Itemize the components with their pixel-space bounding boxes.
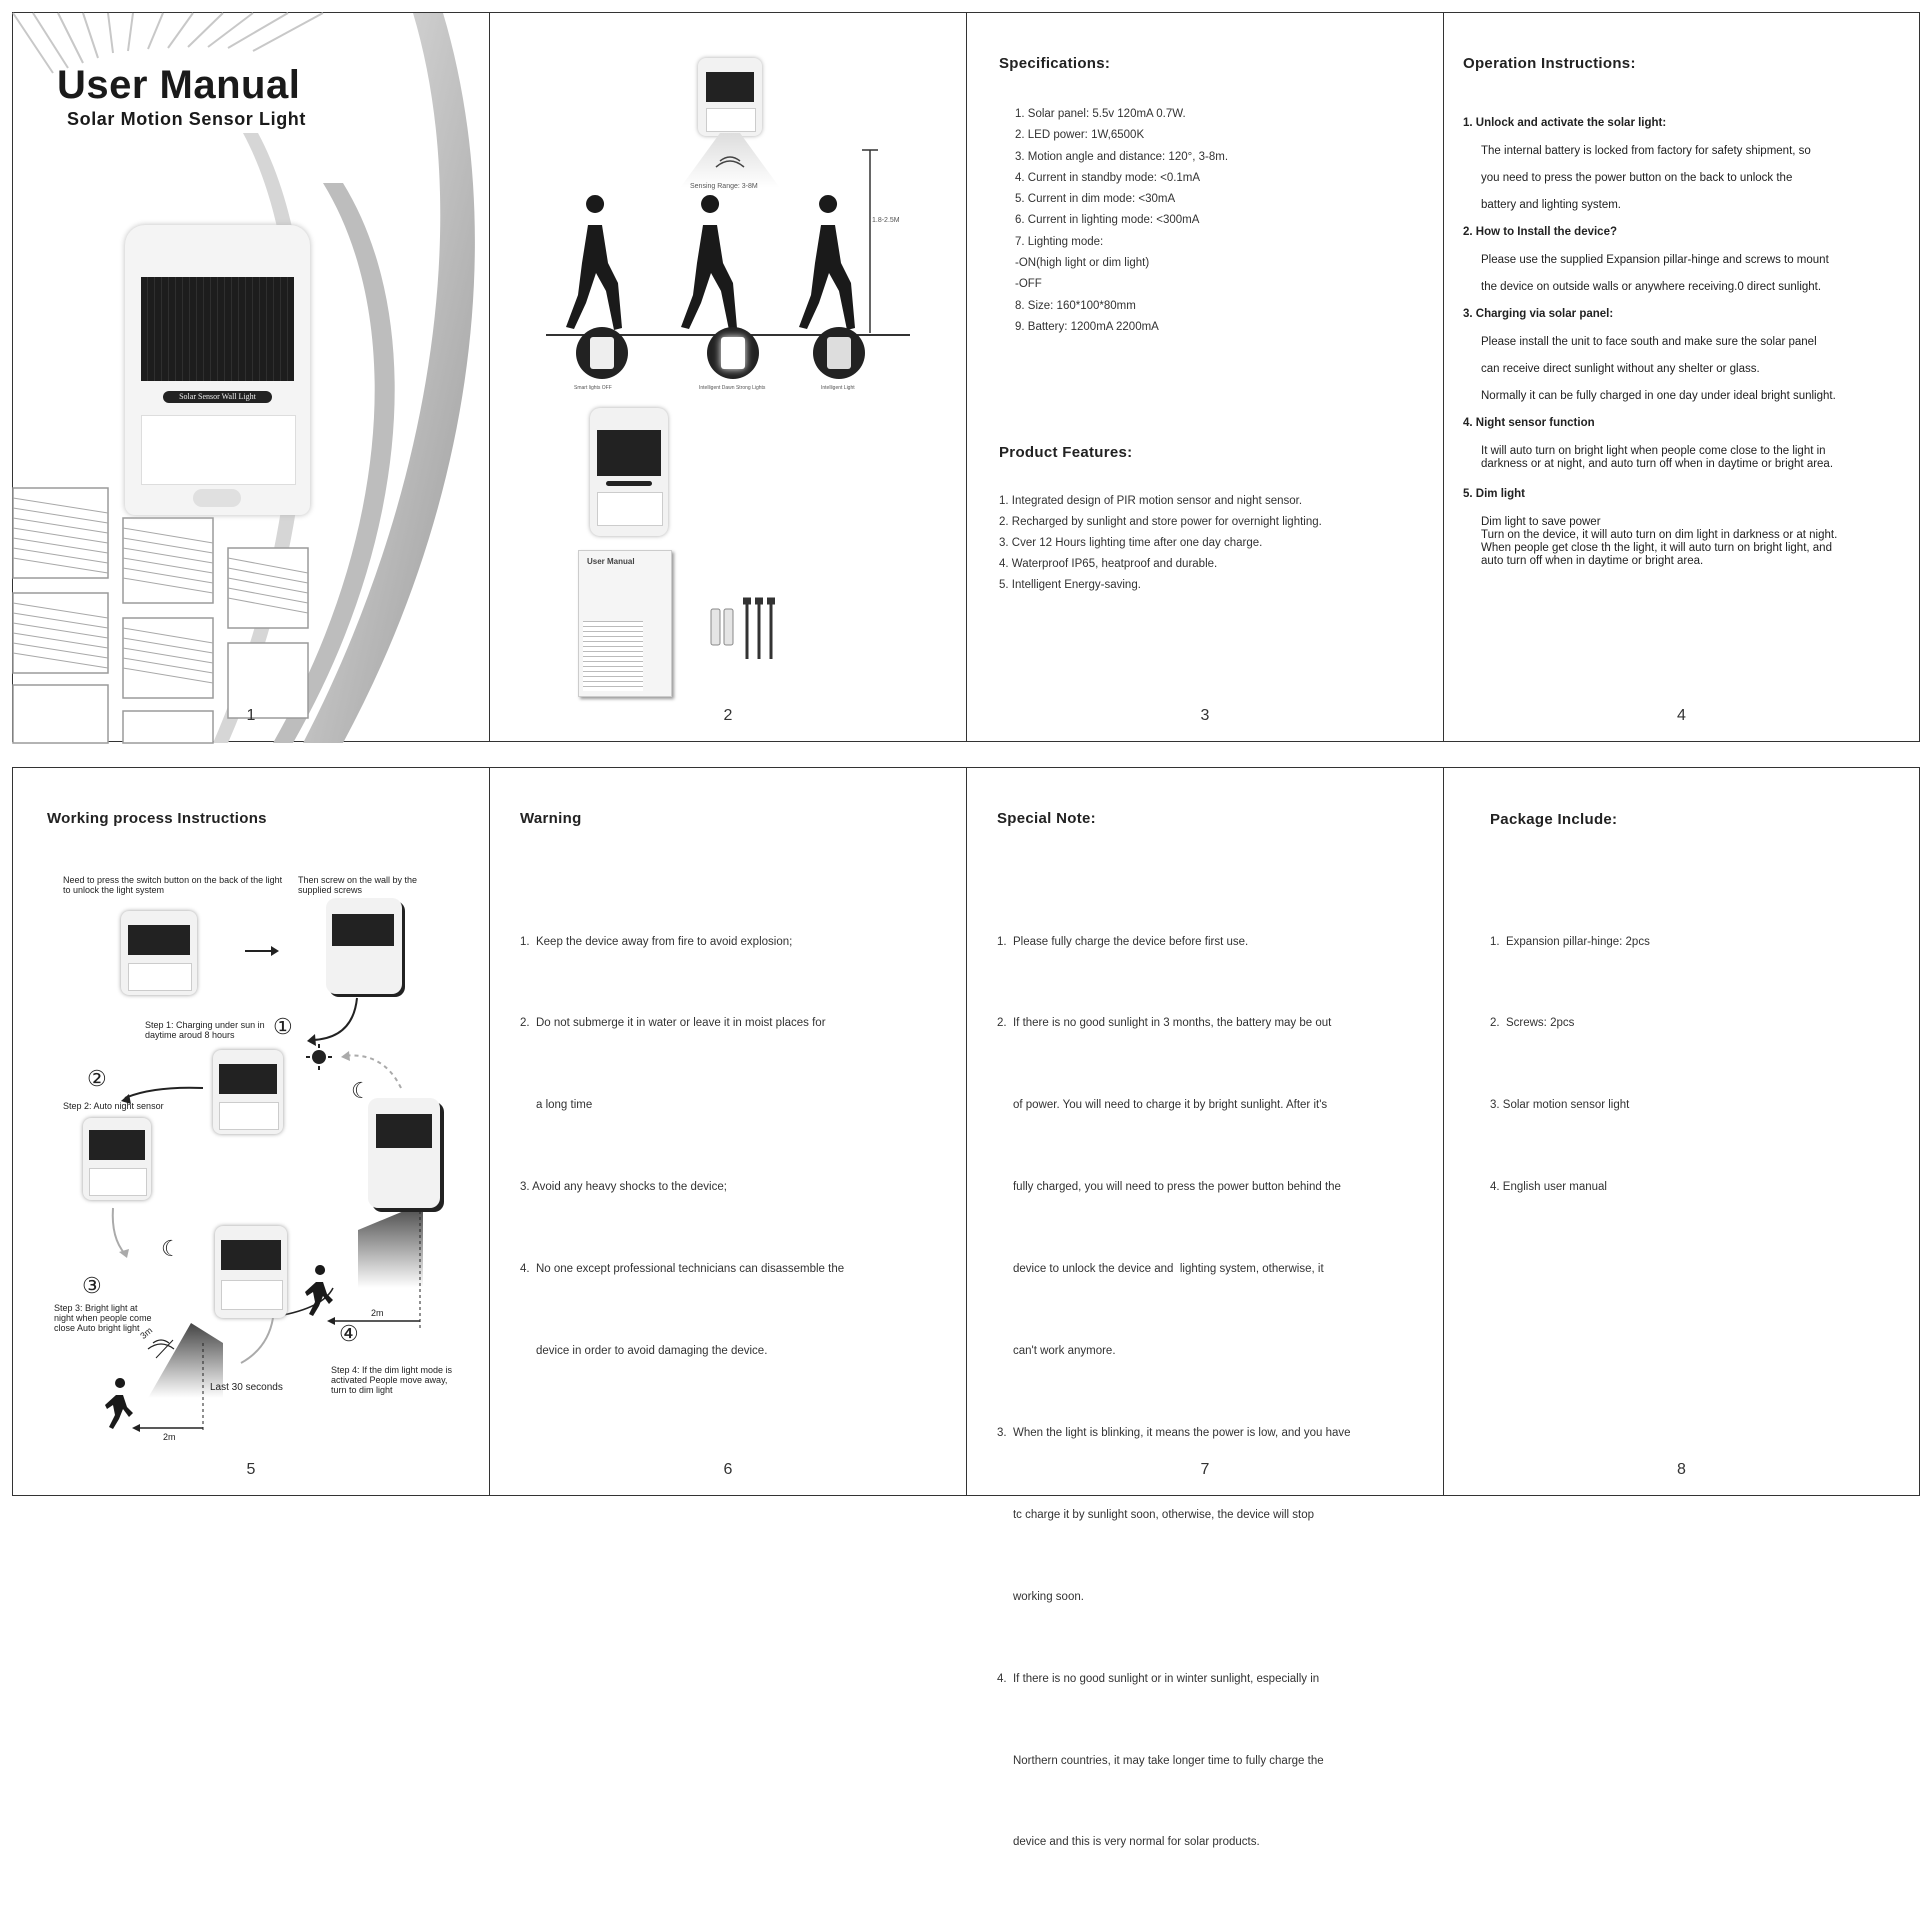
package-line: 4. English user manual xyxy=(1490,1181,1607,1194)
mode-icon-dawn xyxy=(707,327,759,379)
person-1 xyxy=(566,195,622,330)
step-4-number: ④ xyxy=(339,1321,359,1346)
op-item-body: Turn on the device, it will auto turn on dim light in darkness or at night. xyxy=(1481,529,1838,541)
warning-line: 3. Avoid any heavy shocks to the device; xyxy=(520,1181,727,1194)
step-4-text: Step 4: If the dim light mode is activated People move away, turn to dim light xyxy=(331,1365,453,1395)
warning-line: a long time xyxy=(520,1099,593,1112)
page-number: 5 xyxy=(246,1461,256,1478)
note-line: 1. Please fully charge the device before first use. xyxy=(997,935,1249,948)
note-line: 3. When the light is blinking, it means the power is low, and you have xyxy=(997,1426,1351,1439)
feature-item: 3. Cver 12 Hours lighting time after one day charge. xyxy=(999,537,1263,549)
booklet-title: User Manual xyxy=(587,557,635,566)
page-4 xyxy=(1443,12,1920,742)
step-3-number: ③ xyxy=(82,1273,102,1298)
light-mounted-1 xyxy=(326,898,402,994)
working-process-heading: Working process Instructions xyxy=(47,810,267,827)
operation-heading: Operation Instructions: xyxy=(1463,55,1636,72)
pir-sensor xyxy=(193,489,241,507)
height-label: 1.8-2.5M xyxy=(872,217,900,224)
note-line: 4. If there is no good sunlight or in winter sunlight, especially in xyxy=(997,1672,1320,1685)
note-line: Northern countries, it may take longer time to fully charge the xyxy=(997,1754,1324,1767)
step-1-text: Step 1: Charging under sun in daytime aroud 8 hours xyxy=(145,1020,265,1040)
package-line: 2. Screws: 2pcs xyxy=(1490,1017,1575,1030)
package-line: 3. Solar motion sensor light xyxy=(1490,1099,1630,1112)
product-photo xyxy=(125,225,310,515)
note-line: 2. If there is no good sunlight in 3 months, the battery may be out xyxy=(997,1017,1332,1030)
spec-item: -OFF xyxy=(1015,278,1042,291)
page-3 xyxy=(966,12,1444,742)
distance-2m-right: 2m xyxy=(371,1308,384,1318)
op-item-body: can receive direct sunlight without any shelter or glass. xyxy=(1481,363,1760,375)
page-5 xyxy=(12,767,490,1496)
spec-item: 7. Lighting mode: xyxy=(1015,235,1104,248)
op-item-2-heading: 2. How to Install the device? xyxy=(1463,226,1618,238)
op-item-body: you need to press the power button on the back to unlock the xyxy=(1481,172,1793,184)
op-item-3-heading: 3. Charging via solar panel: xyxy=(1463,308,1614,320)
feature-item: 4. Waterproof IP65, heatproof and durable. xyxy=(999,558,1218,570)
mode-label-dawn: Intelligent Dawn Strong Lights xyxy=(699,385,766,391)
feature-item: 5. Intelligent Energy-saving. xyxy=(999,579,1141,591)
page-1 xyxy=(12,12,490,742)
note-screw: Then screw on the wall by the supplied screws xyxy=(298,875,418,895)
op-item-body: Please install the unit to face south and make sure the solar panel xyxy=(1481,336,1817,348)
product-features-heading: Product Features: xyxy=(999,444,1133,461)
spec-item: 6. Current in lighting mode: <300mA xyxy=(1015,214,1200,227)
warning-line: device in order to avoid damaging the device. xyxy=(520,1345,768,1358)
sensing-range-label: Sensing Range: 3-8M xyxy=(690,183,758,190)
warning-line: 2. Do not submerge it in water or leave it in moist places for xyxy=(520,1017,826,1030)
light-front-2 xyxy=(213,1050,283,1134)
page-number: 4 xyxy=(1677,707,1686,724)
op-item-body: darkness or at night, and auto turn off when in daytime or bright area. xyxy=(1481,458,1834,470)
light-front-3 xyxy=(83,1118,151,1200)
op-item-body: auto turn off when in daytime or bright area. xyxy=(1481,555,1704,567)
op-item-body: It will auto turn on bright light when people come close to the light in xyxy=(1481,445,1826,457)
step-2-text: Step 2: Auto night sensor xyxy=(63,1101,164,1111)
note-line: of power. You will need to charge it by bright sunlight. After it's xyxy=(997,1099,1328,1112)
mode-icon-intelligent xyxy=(813,327,865,379)
page-7 xyxy=(966,767,1444,1849)
warning-heading: Warning xyxy=(520,810,582,827)
last-30-seconds: Last 30 seconds xyxy=(210,1382,283,1393)
note-line: working soon. xyxy=(997,1590,1084,1603)
op-item-body: Please use the supplied Expansion pillar-hinge and screws to mount xyxy=(1481,254,1829,266)
spec-item: 8. Size: 160*100*80mm xyxy=(1015,299,1136,312)
op-item-body: battery and lighting system. xyxy=(1481,199,1621,211)
device-top-illustration xyxy=(698,58,762,136)
spec-item: 3. Motion angle and distance: 120°, 3-8m. xyxy=(1015,150,1229,163)
op-item-1-heading: 1. Unlock and activate the solar light: xyxy=(1463,117,1667,129)
person-2 xyxy=(681,195,737,330)
spec-item: -ON(high light or dim light) xyxy=(1015,257,1150,270)
note-line: can't work anymore. xyxy=(997,1345,1116,1358)
op-item-body: Normally it can be fully charged in one day under ideal bright sunlight. xyxy=(1481,390,1836,402)
led-window xyxy=(141,415,296,485)
op-item-4-heading: 4. Night sensor function xyxy=(1463,417,1595,429)
page-number: 8 xyxy=(1677,1461,1686,1478)
page-number: 3 xyxy=(1200,707,1210,724)
note-line: device and this is very normal for solar products. xyxy=(997,1836,1260,1849)
light-front-4 xyxy=(215,1226,287,1318)
package-light-photo xyxy=(590,408,668,536)
solar-panel xyxy=(141,277,294,381)
step-1-number: ① xyxy=(273,1014,293,1039)
page-8 xyxy=(1443,767,1920,1496)
package-manual-photo xyxy=(578,550,672,697)
note-line: tc charge it by sunlight soon, otherwise, the device will stop xyxy=(997,1508,1315,1521)
page-6 xyxy=(489,767,967,1496)
package-hardware xyxy=(705,595,805,665)
op-item-body: the device on outside walls or anywhere receiving.0 direct sunlight. xyxy=(1481,281,1822,293)
distance-2m-left: 2m xyxy=(163,1432,176,1442)
op-item-5-heading: 5. Dim light xyxy=(1463,488,1525,500)
note-switch: Need to press the switch button on the back of the light to unlock the light system xyxy=(63,875,283,895)
mode-label-intelligent: Intelligent Light xyxy=(821,385,855,391)
note-line: fully charged, you will need to press the power button behind the xyxy=(997,1181,1341,1194)
features-list xyxy=(999,491,1322,596)
spec-item: 2. LED power: 1W,6500K xyxy=(1015,129,1145,142)
spec-item: 4. Current in standby mode: <0.1mA xyxy=(1015,171,1201,184)
op-item-body: The internal battery is locked from factory for safety shipment, so xyxy=(1481,145,1811,157)
package-line: 1. Expansion pillar-hinge: 2pcs xyxy=(1490,935,1650,948)
special-note-heading: Special Note: xyxy=(997,810,1096,827)
mode-icon-off xyxy=(576,327,628,379)
light-front-1 xyxy=(121,911,197,995)
note-line: device to unlock the device and lighting system, otherwise, it xyxy=(997,1263,1324,1276)
step-3-text: Step 3: Bright light at night when people come close Auto bright light xyxy=(54,1303,152,1333)
feature-item: 2. Recharged by sunlight and store power for overnight lighting. xyxy=(999,516,1322,528)
package-include-heading: Package Include: xyxy=(1490,811,1618,828)
specifications-heading: Specifications: xyxy=(999,55,1111,72)
op-item-body: Dim light to save power xyxy=(1481,516,1601,528)
manual-title: User Manual xyxy=(57,63,301,107)
package-list xyxy=(1490,874,1650,1256)
specifications-list xyxy=(1015,104,1228,338)
moon-icon-2: ☾ xyxy=(161,1236,181,1261)
feature-item: 1. Integrated design of PIR motion sensor and night sensor. xyxy=(999,495,1303,507)
warning-line: 4. No one except professional technicians can disassemble the xyxy=(520,1263,845,1276)
product-label: Solar Sensor Wall Light xyxy=(163,391,272,403)
manual-subtitle: Solar Motion Sensor Light xyxy=(67,109,306,129)
step-2-number: ② xyxy=(87,1066,107,1091)
spec-item: 1. Solar panel: 5.5v 120mA 0.7W. xyxy=(1015,108,1186,120)
spec-item: 9. Battery: 1200mA 2200mA xyxy=(1015,320,1159,333)
page-number: 7 xyxy=(1200,1461,1210,1478)
page-number: 1 xyxy=(246,707,256,724)
page-2 xyxy=(489,12,967,742)
spec-item: 5. Current in dim mode: <30mA xyxy=(1015,193,1176,206)
page-number: 2 xyxy=(723,707,733,724)
mode-label-off: Smart lights OFF xyxy=(574,385,612,391)
person-3 xyxy=(799,195,855,330)
warning-line: 1. Keep the device away from fire to avoid explosion; xyxy=(520,935,793,948)
moon-icon-1: ☾ xyxy=(351,1078,371,1103)
walking-people-diagram xyxy=(490,133,968,333)
distance-3m: 3m xyxy=(138,1325,155,1341)
warning-list xyxy=(520,874,844,1420)
op-item-body: When people get close th the light, it will auto turn on bright light, and xyxy=(1481,542,1832,554)
special-note-list xyxy=(997,874,1351,1911)
page-number: 6 xyxy=(723,1461,733,1478)
light-mounted-2 xyxy=(368,1098,440,1208)
